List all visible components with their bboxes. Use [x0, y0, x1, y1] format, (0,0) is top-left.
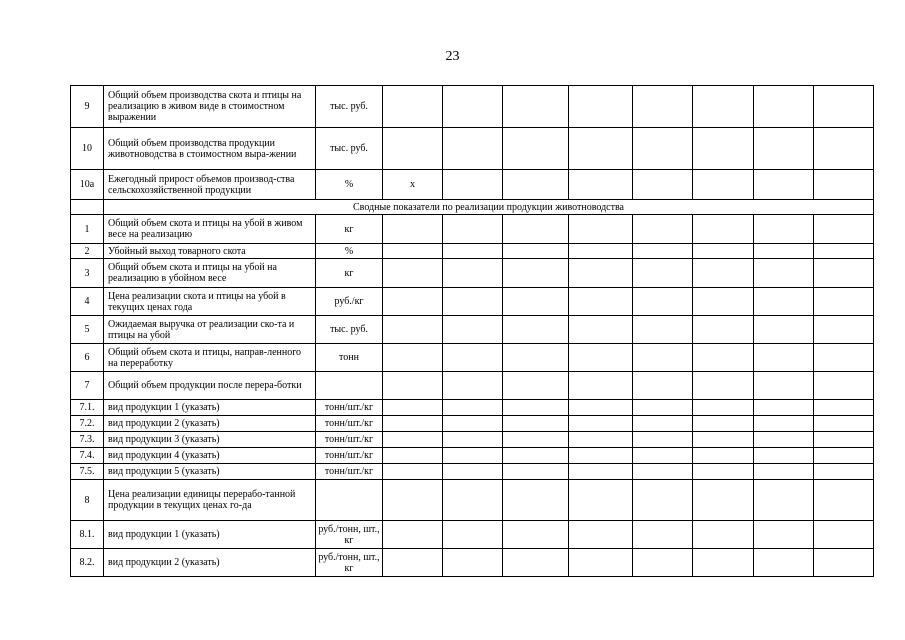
indicator-name: вид продукции 1 (указать): [104, 521, 316, 549]
value-cell: [754, 288, 814, 316]
value-cell: [443, 480, 503, 521]
indicator-name: Цена реализации скота и птицы на убой в текущих ценах года: [104, 288, 316, 316]
unit-cell: [316, 480, 383, 521]
value-cell: [814, 344, 874, 372]
value-cell: [633, 480, 693, 521]
value-cell: [383, 86, 443, 128]
value-cell: [814, 448, 874, 464]
value-cell: [754, 448, 814, 464]
value-cell: [503, 288, 569, 316]
unit-cell: руб./тонн, шт., кг: [316, 521, 383, 549]
row-number: 6: [71, 344, 104, 372]
section-header-row: [71, 200, 874, 215]
row-number: 7: [71, 372, 104, 400]
value-cell: [383, 432, 443, 448]
value-cell: [443, 464, 503, 480]
table-row: [71, 400, 874, 416]
value-cell: [754, 259, 814, 288]
row-number: 8.1.: [71, 521, 104, 549]
value-cell: [693, 215, 754, 244]
value-cell: [754, 432, 814, 448]
value-cell: [383, 480, 443, 521]
value-cell: [814, 400, 874, 416]
value-cell: [693, 416, 754, 432]
value-cell: [569, 259, 633, 288]
value-cell: [569, 521, 633, 549]
value-cell: [754, 316, 814, 344]
value-cell: [503, 464, 569, 480]
value-cell: [814, 464, 874, 480]
value-cell: [814, 86, 874, 128]
table-row: [71, 416, 874, 432]
value-cell: [814, 521, 874, 549]
value-cell: [633, 215, 693, 244]
value-cell: [814, 480, 874, 521]
value-cell: [633, 128, 693, 170]
value-cell: [503, 215, 569, 244]
value-cell: [693, 549, 754, 577]
value-cell: [569, 344, 633, 372]
value-cell: [503, 480, 569, 521]
value-cell: [814, 259, 874, 288]
indicator-name: вид продукции 5 (указать): [104, 464, 316, 480]
page-number: 23: [445, 49, 460, 64]
table-row: [71, 86, 874, 128]
value-cell: [633, 316, 693, 344]
value-cell: [383, 448, 443, 464]
value-cell: [503, 432, 569, 448]
value-cell: [693, 400, 754, 416]
value-cell: [814, 170, 874, 200]
row-number: 7.5.: [71, 464, 104, 480]
row-number: 7.2.: [71, 416, 104, 432]
value-cell: [754, 244, 814, 259]
value-cell: [633, 400, 693, 416]
table-row: [71, 215, 874, 244]
table-row: [71, 344, 874, 372]
table-row: [71, 316, 874, 344]
table-row: [71, 170, 874, 200]
row-number: 10: [71, 128, 104, 170]
value-cell: [569, 128, 633, 170]
value-cell: [633, 259, 693, 288]
value-cell: [503, 259, 569, 288]
indicator-name: вид продукции 2 (указать): [104, 416, 316, 432]
value-cell: [754, 170, 814, 200]
unit-cell: тонн/шт./кг: [316, 448, 383, 464]
value-cell: [633, 244, 693, 259]
value-cell: [693, 128, 754, 170]
indicator-name: вид продукции 2 (указать): [104, 549, 316, 577]
indicator-name: вид продукции 3 (указать): [104, 432, 316, 448]
value-cell: [383, 400, 443, 416]
value-cell: [383, 244, 443, 259]
unit-cell: тыс. руб.: [316, 128, 383, 170]
value-cell: [693, 448, 754, 464]
value-cell: [633, 416, 693, 432]
row-number: 5: [71, 316, 104, 344]
value-cell: [503, 316, 569, 344]
value-cell: [383, 464, 443, 480]
value-cell: [754, 480, 814, 521]
value-cell: [503, 344, 569, 372]
unit-cell: кг: [316, 259, 383, 288]
value-cell: [693, 259, 754, 288]
value-cell: [633, 448, 693, 464]
indicator-table: [70, 85, 874, 577]
value-cell: [633, 372, 693, 400]
value-cell: [754, 400, 814, 416]
value-cell: [443, 416, 503, 432]
value-cell: [569, 170, 633, 200]
value-cell: х: [383, 170, 443, 200]
row-number: 1: [71, 215, 104, 244]
value-cell: [633, 521, 693, 549]
value-cell: [693, 464, 754, 480]
indicator-name: вид продукции 4 (указать): [104, 448, 316, 464]
value-cell: [754, 128, 814, 170]
value-cell: [633, 464, 693, 480]
value-cell: [443, 521, 503, 549]
value-cell: [633, 344, 693, 372]
value-cell: [383, 128, 443, 170]
value-cell: [443, 215, 503, 244]
value-cell: [814, 244, 874, 259]
table-row: [71, 372, 874, 400]
value-cell: [503, 416, 569, 432]
row-number: 8: [71, 480, 104, 521]
value-cell: [503, 244, 569, 259]
value-cell: [443, 372, 503, 400]
value-cell: [443, 549, 503, 577]
row-number: [71, 200, 104, 215]
value-cell: [693, 480, 754, 521]
value-cell: [814, 128, 874, 170]
unit-cell: тонн/шт./кг: [316, 432, 383, 448]
value-cell: [633, 86, 693, 128]
value-cell: [693, 86, 754, 128]
value-cell: [443, 316, 503, 344]
value-cell: [443, 400, 503, 416]
indicator-name: Общий объем скота и птицы на убой на реализацию в убойном весе: [104, 259, 316, 288]
value-cell: [569, 316, 633, 344]
value-cell: [814, 372, 874, 400]
indicator-name: Общий объем продукции после перера-ботки: [104, 372, 316, 400]
value-cell: [443, 244, 503, 259]
value-cell: [633, 170, 693, 200]
value-cell: [569, 464, 633, 480]
value-cell: [633, 288, 693, 316]
value-cell: [569, 86, 633, 128]
row-number: 8.2.: [71, 549, 104, 577]
value-cell: [814, 215, 874, 244]
value-cell: [569, 215, 633, 244]
indicator-name: Общий объем скота и птицы на убой в живом весе на реализацию: [104, 215, 316, 244]
value-cell: [383, 215, 443, 244]
indicator-name: вид продукции 1 (указать): [104, 400, 316, 416]
value-cell: [443, 432, 503, 448]
value-cell: [383, 316, 443, 344]
value-cell: [503, 170, 569, 200]
row-number: 3: [71, 259, 104, 288]
unit-cell: тонн/шт./кг: [316, 416, 383, 432]
value-cell: [754, 215, 814, 244]
section-title: Сводные показатели по реализации продукции животноводства: [104, 200, 874, 215]
row-number: 2: [71, 244, 104, 259]
value-cell: [443, 288, 503, 316]
unit-cell: руб./кг: [316, 288, 383, 316]
value-cell: [383, 344, 443, 372]
unit-cell: тонн/шт./кг: [316, 400, 383, 416]
value-cell: [693, 344, 754, 372]
value-cell: [814, 416, 874, 432]
indicator-name: Общий объем производства продукции животноводства в стоимостном выра-жении: [104, 128, 316, 170]
row-number: 7.3.: [71, 432, 104, 448]
value-cell: [503, 549, 569, 577]
value-cell: [569, 400, 633, 416]
row-number: 9: [71, 86, 104, 128]
row-number: 4: [71, 288, 104, 316]
indicator-name: Убойный выход товарного скота: [104, 244, 316, 259]
unit-cell: руб./тонн, шт., кг: [316, 549, 383, 577]
value-cell: [569, 480, 633, 521]
indicator-name: Ежегодный прирост объемов производ-ства сельскохозяйственной продукции: [104, 170, 316, 200]
value-cell: [503, 521, 569, 549]
indicator-name: Общий объем производства скота и птицы на реализацию в живом виде в стоимостном выражении: [104, 86, 316, 128]
table-row: [71, 432, 874, 448]
value-cell: [383, 288, 443, 316]
table-row: [71, 521, 874, 549]
value-cell: [693, 288, 754, 316]
indicator-name: Цена реализации единицы перерабо-танной продукции в текущих ценах го-да: [104, 480, 316, 521]
unit-cell: тыс. руб.: [316, 316, 383, 344]
indicator-name: Ожидаемая выручка от реализации ско-та и птицы на убой: [104, 316, 316, 344]
value-cell: [633, 432, 693, 448]
unit-cell: тонн/шт./кг: [316, 464, 383, 480]
value-cell: [569, 432, 633, 448]
value-cell: [814, 288, 874, 316]
table-row: [71, 288, 874, 316]
value-cell: [754, 464, 814, 480]
value-cell: [443, 128, 503, 170]
value-cell: [569, 416, 633, 432]
value-cell: [569, 448, 633, 464]
table-row: [71, 259, 874, 288]
unit-cell: %: [316, 170, 383, 200]
value-cell: [503, 372, 569, 400]
value-cell: [754, 416, 814, 432]
table-row: [71, 448, 874, 464]
value-cell: [569, 372, 633, 400]
value-cell: [443, 86, 503, 128]
row-number: 7.4.: [71, 448, 104, 464]
table-row: [71, 244, 874, 259]
value-cell: [754, 521, 814, 549]
value-cell: [693, 521, 754, 549]
value-cell: [814, 549, 874, 577]
table-row: [71, 549, 874, 577]
row-number: 7.1.: [71, 400, 104, 416]
value-cell: [443, 448, 503, 464]
unit-cell: тыс. руб.: [316, 86, 383, 128]
value-cell: [814, 316, 874, 344]
value-cell: [383, 521, 443, 549]
value-cell: [569, 288, 633, 316]
value-cell: [693, 316, 754, 344]
value-cell: [503, 128, 569, 170]
value-cell: [443, 344, 503, 372]
value-cell: [383, 416, 443, 432]
unit-cell: [316, 372, 383, 400]
value-cell: [503, 400, 569, 416]
unit-cell: кг: [316, 215, 383, 244]
value-cell: [503, 448, 569, 464]
value-cell: [383, 259, 443, 288]
value-cell: [814, 432, 874, 448]
value-cell: [754, 344, 814, 372]
unit-cell: тонн: [316, 344, 383, 372]
value-cell: [443, 259, 503, 288]
value-cell: [693, 244, 754, 259]
value-cell: [693, 432, 754, 448]
table-row: [71, 128, 874, 170]
unit-cell: %: [316, 244, 383, 259]
value-cell: [754, 372, 814, 400]
value-cell: [383, 372, 443, 400]
row-number: 10а: [71, 170, 104, 200]
value-cell: [569, 244, 633, 259]
table-row: [71, 464, 874, 480]
value-cell: [443, 170, 503, 200]
table-row: [71, 480, 874, 521]
value-cell: [693, 170, 754, 200]
value-cell: [383, 549, 443, 577]
value-cell: [503, 86, 569, 128]
value-cell: [569, 549, 633, 577]
value-cell: [633, 549, 693, 577]
value-cell: [754, 549, 814, 577]
value-cell: [754, 86, 814, 128]
indicator-name: Общий объем скота и птицы, направ-ленного на переработку: [104, 344, 316, 372]
value-cell: [693, 372, 754, 400]
